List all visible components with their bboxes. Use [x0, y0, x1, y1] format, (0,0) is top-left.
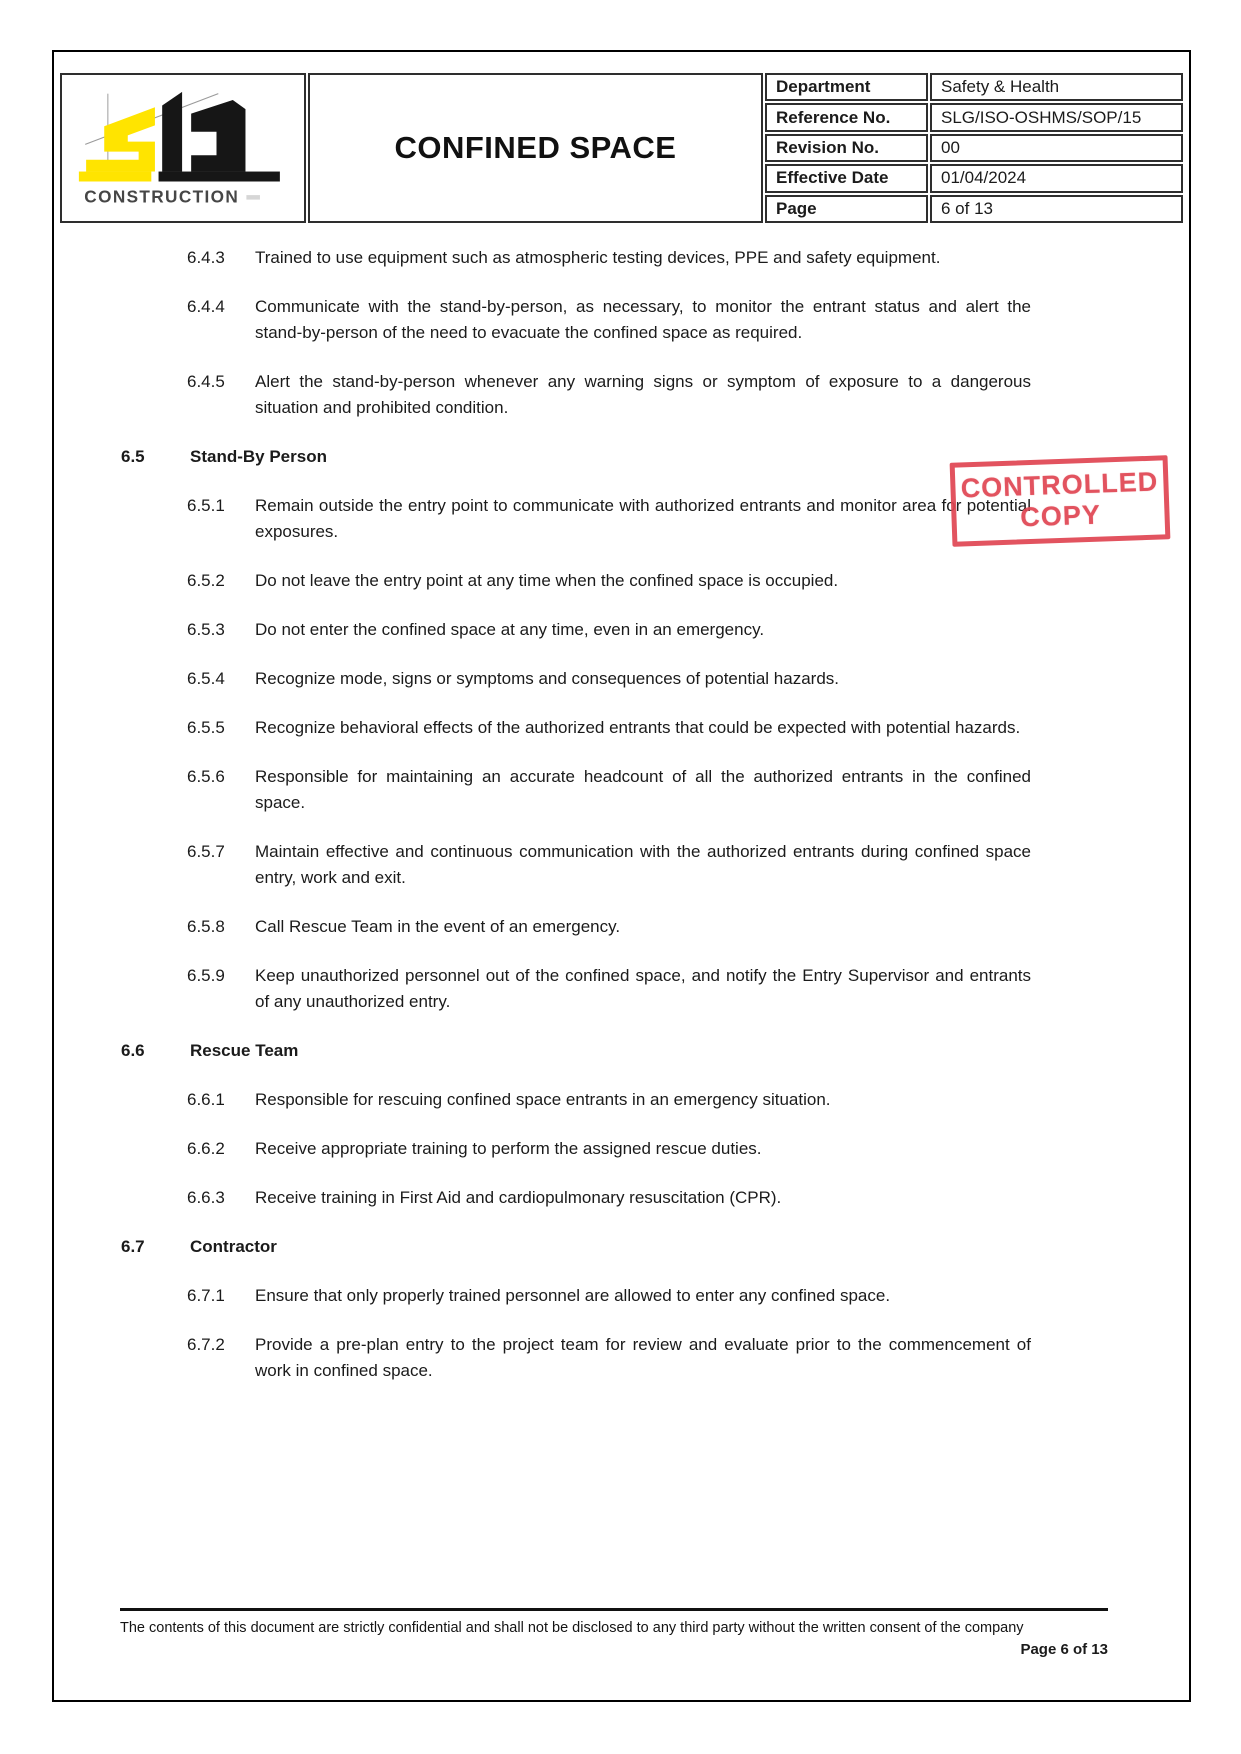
- clause-text: Remain outside the entry point to communicate with authorized entrants and monitor area for potential exposures.: [255, 496, 1031, 541]
- header-info-row: [765, 73, 1183, 101]
- logo-base-yellow: [79, 172, 151, 182]
- clause-item: [187, 568, 1031, 594]
- clause-number: 6.5.3: [187, 620, 225, 639]
- clause-number: 6.6.3: [187, 1188, 225, 1207]
- info-label: Revision No.: [765, 134, 928, 162]
- stamp-line-2: COPY: [1019, 499, 1102, 533]
- clause-text: Contractor: [190, 1237, 277, 1256]
- clause-number: 6.5.9: [187, 966, 225, 985]
- info-label: Department: [765, 73, 928, 101]
- clause-text: Do not enter the confined space at any time, even in an emergency.: [255, 620, 765, 639]
- clause-item: [187, 914, 1031, 940]
- clause-item: [187, 715, 1031, 741]
- clause-item: [187, 1283, 1031, 1309]
- clause-number: 6.5.5: [187, 718, 225, 737]
- clause-text: Keep unauthorized personnel out of the confined space, and notify the Entry Supervisor and entrants of any unauthorized entry.: [255, 966, 1031, 1011]
- info-value: 01/04/2024: [930, 164, 1183, 192]
- clause-number: 6.6.2: [187, 1139, 225, 1158]
- clause-item: [187, 369, 1031, 421]
- logo-letter-g: [191, 100, 245, 172]
- document-header: [60, 73, 1183, 223]
- clause-number: 6.4.3: [187, 248, 225, 267]
- confidentiality-note: The contents of this document are strictly confidential and shall not be disclosed to any third party without the written consent of the company: [120, 1620, 1024, 1636]
- clause-text: Provide a pre-plan entry to the project team for review and evaluate prior to the commencement of work in confined space.: [255, 1335, 1031, 1380]
- clause-number: 6.4.5: [187, 372, 225, 391]
- clause-text: Alert the stand-by-person whenever any warning signs or symptom of exposure to a dangerous situation and prohibited condition.: [255, 372, 1031, 417]
- clause-text: Receive training in First Aid and cardiopulmonary resuscitation (CPR).: [255, 1188, 782, 1207]
- clause-number: 6.7.2: [187, 1335, 225, 1354]
- info-value: 6 of 13: [930, 195, 1183, 223]
- document-title: CONFINED SPACE: [394, 130, 677, 165]
- clause-text: Stand-By Person: [190, 447, 327, 466]
- info-value: Safety & Health: [930, 73, 1183, 101]
- logo-letter-l: [162, 92, 182, 172]
- clause-number: 6.5: [121, 447, 145, 466]
- logo-fineprint: [246, 195, 260, 200]
- controlled-copy-stamp: [950, 455, 1171, 547]
- clause-text: Responsible for rescuing confined space entrants in an emergency situation.: [255, 1090, 831, 1109]
- clause-item: [121, 1234, 1031, 1260]
- header-info-table: [765, 73, 1183, 223]
- clause-item: [187, 493, 1031, 545]
- page-number-label: Page 6 of 13: [1020, 1641, 1108, 1658]
- stamp-line-1: CONTROLLED: [960, 466, 1159, 504]
- clause-text: Trained to use equipment such as atmospheric testing devices, PPE and safety equipment.: [255, 248, 941, 267]
- footer-rule: [120, 1608, 1108, 1611]
- clause-text: Recognize behavioral effects of the authorized entrants that could be expected with potential hazards.: [255, 718, 1021, 737]
- header-info-row: [765, 164, 1183, 192]
- logo-base-black: [159, 172, 280, 182]
- clause-number: 6.5.2: [187, 571, 225, 590]
- clause-text: Do not leave the entry point at any time when the confined space is occupied.: [255, 571, 839, 590]
- info-value: SLG/ISO-OSHMS/SOP/15: [930, 103, 1183, 131]
- clause-text: Maintain effective and continuous communication with the authorized entrants during confined space entry, work and exit.: [255, 842, 1031, 887]
- header-info-row: [765, 103, 1183, 131]
- clause-item: [187, 294, 1031, 346]
- clause-number: 6.6.1: [187, 1090, 225, 1109]
- clause-text: Responsible for maintaining an accurate headcount of all the authorized entrants in the confined space.: [255, 767, 1031, 812]
- info-label: Page: [765, 195, 928, 223]
- clause-number: 6.7: [121, 1237, 145, 1256]
- clause-item: [187, 1332, 1031, 1384]
- clause-text: Recognize mode, signs or symptoms and consequences of potential hazards.: [255, 669, 839, 688]
- clause-item: [187, 764, 1031, 816]
- clause-text: Communicate with the stand-by-person, as necessary, to monitor the entrant status and alert the stand-by-person of the need to evacuate the confined space as required.: [255, 297, 1031, 342]
- clause-number: 6.5.7: [187, 842, 225, 861]
- clause-item: [187, 1185, 1031, 1211]
- company-logo: [60, 73, 306, 223]
- header-info-row: [765, 134, 1183, 162]
- document-page: [52, 50, 1191, 1702]
- info-label: Effective Date: [765, 164, 928, 192]
- header-info-row: [765, 195, 1183, 223]
- clause-item: [187, 666, 1031, 692]
- clause-item: [121, 1038, 1031, 1064]
- clause-text: Call Rescue Team in the event of an emergency.: [255, 917, 621, 936]
- logo-wordmark: CONSTRUCTION: [84, 186, 241, 207]
- clause-item: [187, 1136, 1031, 1162]
- info-label: Reference No.: [765, 103, 928, 131]
- clause-number: 6.5.6: [187, 767, 225, 786]
- clause-number: 6.7.1: [187, 1286, 225, 1305]
- clause-item: [187, 617, 1031, 643]
- info-value: 00: [930, 134, 1183, 162]
- document-body: [121, 245, 1031, 1384]
- slg-logo-graphic: [71, 81, 295, 215]
- document-footer: [120, 1608, 1108, 1658]
- clause-text: Receive appropriate training to perform the assigned rescue duties.: [255, 1139, 762, 1158]
- title-cell: [308, 73, 763, 223]
- clause-number: 6.4.4: [187, 297, 225, 316]
- clause-text: Ensure that only properly trained personnel are allowed to enter any confined space.: [255, 1286, 891, 1305]
- clause-number: 6.6: [121, 1041, 145, 1060]
- clause-number: 6.5.1: [187, 496, 225, 515]
- logo-letter-s: [86, 107, 155, 171]
- clause-text: Rescue Team: [190, 1041, 299, 1060]
- clause-item: [187, 839, 1031, 891]
- clause-item: [187, 245, 1031, 271]
- clause-item: [187, 963, 1031, 1015]
- clause-item: [121, 444, 1031, 470]
- clause-number: 6.5.4: [187, 669, 225, 688]
- clause-number: 6.5.8: [187, 917, 225, 936]
- clause-item: [187, 1087, 1031, 1113]
